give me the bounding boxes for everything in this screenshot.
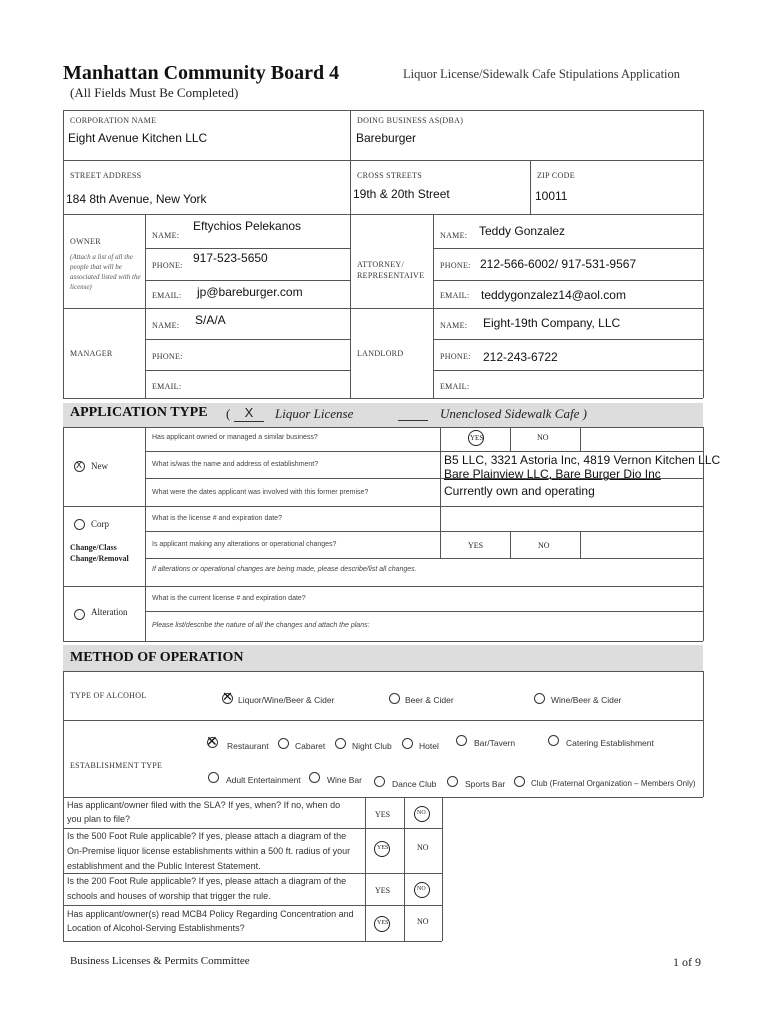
est-hotel-label: Hotel xyxy=(419,741,439,751)
attorney-email-label: EMAIL: xyxy=(440,291,470,300)
attorney-name-label: NAME: xyxy=(440,231,468,240)
landlord-name-label: NAME: xyxy=(440,321,468,330)
cross-streets-value[interactable]: 19th & 20th Street xyxy=(353,187,450,201)
est-catering-label: Catering Establishment xyxy=(566,738,654,748)
q-alterations-describe: If alterations or operational changes are being made, please describe/list all changes. xyxy=(152,566,417,573)
est-winebar-label: Wine Bar xyxy=(327,775,362,785)
rule500-yes-label: YES xyxy=(377,845,389,851)
establishment-type-label: ESTABLISHMENT TYPE xyxy=(70,761,163,770)
manager-name-label: NAME: xyxy=(152,321,180,330)
zip-value[interactable]: 10011 xyxy=(535,189,568,203)
dba-label: DOING BUSINESS AS(DBA) xyxy=(357,116,464,125)
liquor-license-label: Liquor License xyxy=(275,406,354,421)
manager-name-value[interactable]: S/A/A xyxy=(195,313,226,327)
est-bar-label: Bar/Tavern xyxy=(474,738,516,748)
rule500-no-label: NO xyxy=(417,843,429,852)
alcohol-liquor-mark: ✕ xyxy=(222,689,233,704)
corp-radio[interactable] xyxy=(74,519,85,530)
alcohol-type-label: TYPE OF ALCOHOL xyxy=(70,691,147,700)
alcohol-beer-label: Beer & Cider xyxy=(405,695,454,705)
owner-email-label: EMAIL: xyxy=(152,291,182,300)
landlord-email-label: EMAIL: xyxy=(440,382,470,391)
alter-yes-label: YES xyxy=(468,541,484,550)
new-label: New xyxy=(91,461,108,471)
owner-note: (Attach a list of all the people that will be associated listed with the license) xyxy=(70,253,141,291)
corporation-label: CORPORATION NAME xyxy=(70,116,157,125)
est-restaurant-label: Restaurant xyxy=(227,741,269,751)
liquor-open-paren: ( xyxy=(226,406,231,421)
owner-name-label: NAME: xyxy=(152,231,180,240)
rule200-no-label: NO xyxy=(417,886,426,892)
former-dates-value[interactable]: Currently own and operating xyxy=(444,484,595,498)
rule200-yes-label: YES xyxy=(375,886,391,895)
policy-yes-label: YES xyxy=(377,920,389,926)
est-cabaret-radio[interactable] xyxy=(278,738,289,749)
est-sportsbar-label: Sports Bar xyxy=(465,779,506,789)
sidewalk-cafe-blank[interactable] xyxy=(398,420,428,421)
landlord-label: LANDLORD xyxy=(357,349,404,358)
owner-label: OWNER xyxy=(70,237,101,246)
manager-label: MANAGER xyxy=(70,349,113,358)
q-sla-filing: Has applicant/owner filed with the SLA? If yes, when? If no, when do you plan to file? xyxy=(67,800,341,824)
q-mcb4-policy: Has applicant/owner(s) read MCB4 Policy Regarding Concentration and Location of Alcohol-Serving Establishments? xyxy=(67,909,354,933)
attorney-email-value[interactable]: teddygonzalez14@aol.com xyxy=(481,288,626,302)
est-winebar-radio[interactable] xyxy=(309,772,320,783)
sla-yes-label: YES xyxy=(375,810,391,819)
manager-email-label: EMAIL: xyxy=(152,382,182,391)
cross-streets-label: CROSS STREETS xyxy=(357,171,423,180)
est-danceclub-label: Dance Club xyxy=(392,779,437,789)
landlord-name-value[interactable]: Eight-19th Company, LLC xyxy=(483,316,621,330)
est-catering-radio[interactable] xyxy=(548,735,559,746)
q-license-expiration: What is the license # and expiration date? xyxy=(152,515,282,522)
q-current-license: What is the current license # and expiration date? xyxy=(152,595,306,602)
est-nightclub-radio[interactable] xyxy=(335,738,346,749)
alcohol-wine-label: Wine/Beer & Cider xyxy=(551,695,622,705)
owner-name-value[interactable]: Eftychios Pelekanos xyxy=(193,219,302,233)
attorney-phone-label: PHONE: xyxy=(440,261,471,270)
form-name: Liquor License/Sidewalk Cafe Stipulations Application xyxy=(403,67,681,81)
new-radio-mark: X xyxy=(76,460,83,470)
landlord-phone-label: PHONE: xyxy=(440,352,471,361)
attorney-name-value[interactable]: Teddy Gonzalez xyxy=(479,224,566,238)
street-label: STREET ADDRESS xyxy=(70,171,142,180)
alcohol-wine-radio[interactable] xyxy=(534,693,545,704)
est-nightclub-label: Night Club xyxy=(352,741,392,751)
zip-label: ZIP CODE xyxy=(537,171,575,180)
q-establishment-name: What is/was the name and address of establishment? xyxy=(152,461,319,468)
street-value[interactable]: 184 8th Avenue, New York xyxy=(66,192,207,206)
corp-label: Corp xyxy=(91,519,109,529)
page-title: Manhattan Community Board 4 xyxy=(63,62,340,84)
alcohol-liquor-label: Liquor/Wine/Beer & Cider xyxy=(238,695,335,705)
q-similar-business: Has applicant owned or managed a similar business? xyxy=(152,434,318,441)
alteration-label: Alteration xyxy=(91,607,128,617)
alcohol-beer-radio[interactable] xyxy=(389,693,400,704)
q-former-dates: What were the dates applicant was involved with this former premise? xyxy=(152,489,369,496)
corporation-value[interactable]: Eight Avenue Kitchen LLC xyxy=(68,131,208,145)
manager-phone-label: PHONE: xyxy=(152,352,183,361)
est-adult-radio[interactable] xyxy=(208,772,219,783)
sidewalk-cafe-label: Unenclosed Sidewalk Cafe ) xyxy=(440,406,587,421)
liquor-license-checkbox[interactable]: X xyxy=(234,405,264,422)
est-adult-label: Adult Entertainment xyxy=(226,775,301,785)
est-cabaret-label: Cabaret xyxy=(295,741,326,751)
establishment-name-line1[interactable]: B5 LLC, 3321 Astoria Inc, 4819 Vernon Kitchen LLC xyxy=(444,453,721,467)
dba-value[interactable]: Bareburger xyxy=(356,131,417,145)
similar-no-label: NO xyxy=(537,433,549,442)
sla-no-label: NO xyxy=(417,810,426,816)
q-200-foot-rule: Is the 200 Foot Rule applicable? If yes, please attach a diagram of the schools and houses of worship that trigger the rule. xyxy=(67,876,347,901)
owner-email-value[interactable]: jp@bareburger.com xyxy=(197,285,303,299)
owner-phone-label: PHONE: xyxy=(152,261,183,270)
q-alterations: Is applicant making any alterations or operational changes? xyxy=(152,541,337,548)
change-class-label: Change/Class Change/Removal xyxy=(70,543,129,563)
application-type-title: APPLICATION TYPE xyxy=(70,405,208,420)
est-club-label: Club (Fraternal Organization – Members Only) xyxy=(531,779,696,788)
est-restaurant-mark: ✕ xyxy=(206,733,218,749)
est-danceclub-radio[interactable] xyxy=(374,776,385,787)
alteration-radio[interactable] xyxy=(74,609,85,620)
q-500-foot-rule: Is the 500 Foot Rule applicable? If yes, please attach a diagram of the On-Premise liquor license establishments within a 500 ft. radius of your establishment and the Public Interest Statement. xyxy=(67,831,351,871)
landlord-phone-value[interactable]: 212-243-6722 xyxy=(483,350,558,364)
footer-page-number: 1 of 9 xyxy=(673,955,701,969)
est-hotel-radio[interactable] xyxy=(402,738,413,749)
attorney-label: ATTORNEY/ REPRESENTAIVE xyxy=(357,260,425,280)
page-subtitle: (All Fields Must Be Completed) xyxy=(70,85,239,100)
similar-yes-label: YES xyxy=(470,434,484,442)
alter-no-label: NO xyxy=(538,541,550,550)
est-bar-radio[interactable] xyxy=(456,735,467,746)
establishment-name-line2[interactable]: Bare Plainview LLC, Bare Burger Dio Inc xyxy=(444,467,661,481)
est-sportsbar-radio[interactable] xyxy=(447,776,458,787)
footer-committee: Business Licenses & Permits Committee xyxy=(70,955,250,967)
est-club-radio[interactable] xyxy=(514,776,525,787)
method-title: METHOD OF OPERATION xyxy=(70,650,244,665)
owner-phone-value[interactable]: 917-523-5650 xyxy=(193,251,268,265)
attorney-phone-value[interactable]: 212-566-6002/ 917-531-9567 xyxy=(480,257,637,271)
policy-no-label: NO xyxy=(417,917,429,926)
q-plans: Please list/describe the nature of all the changes and attach the plans: xyxy=(152,622,370,629)
